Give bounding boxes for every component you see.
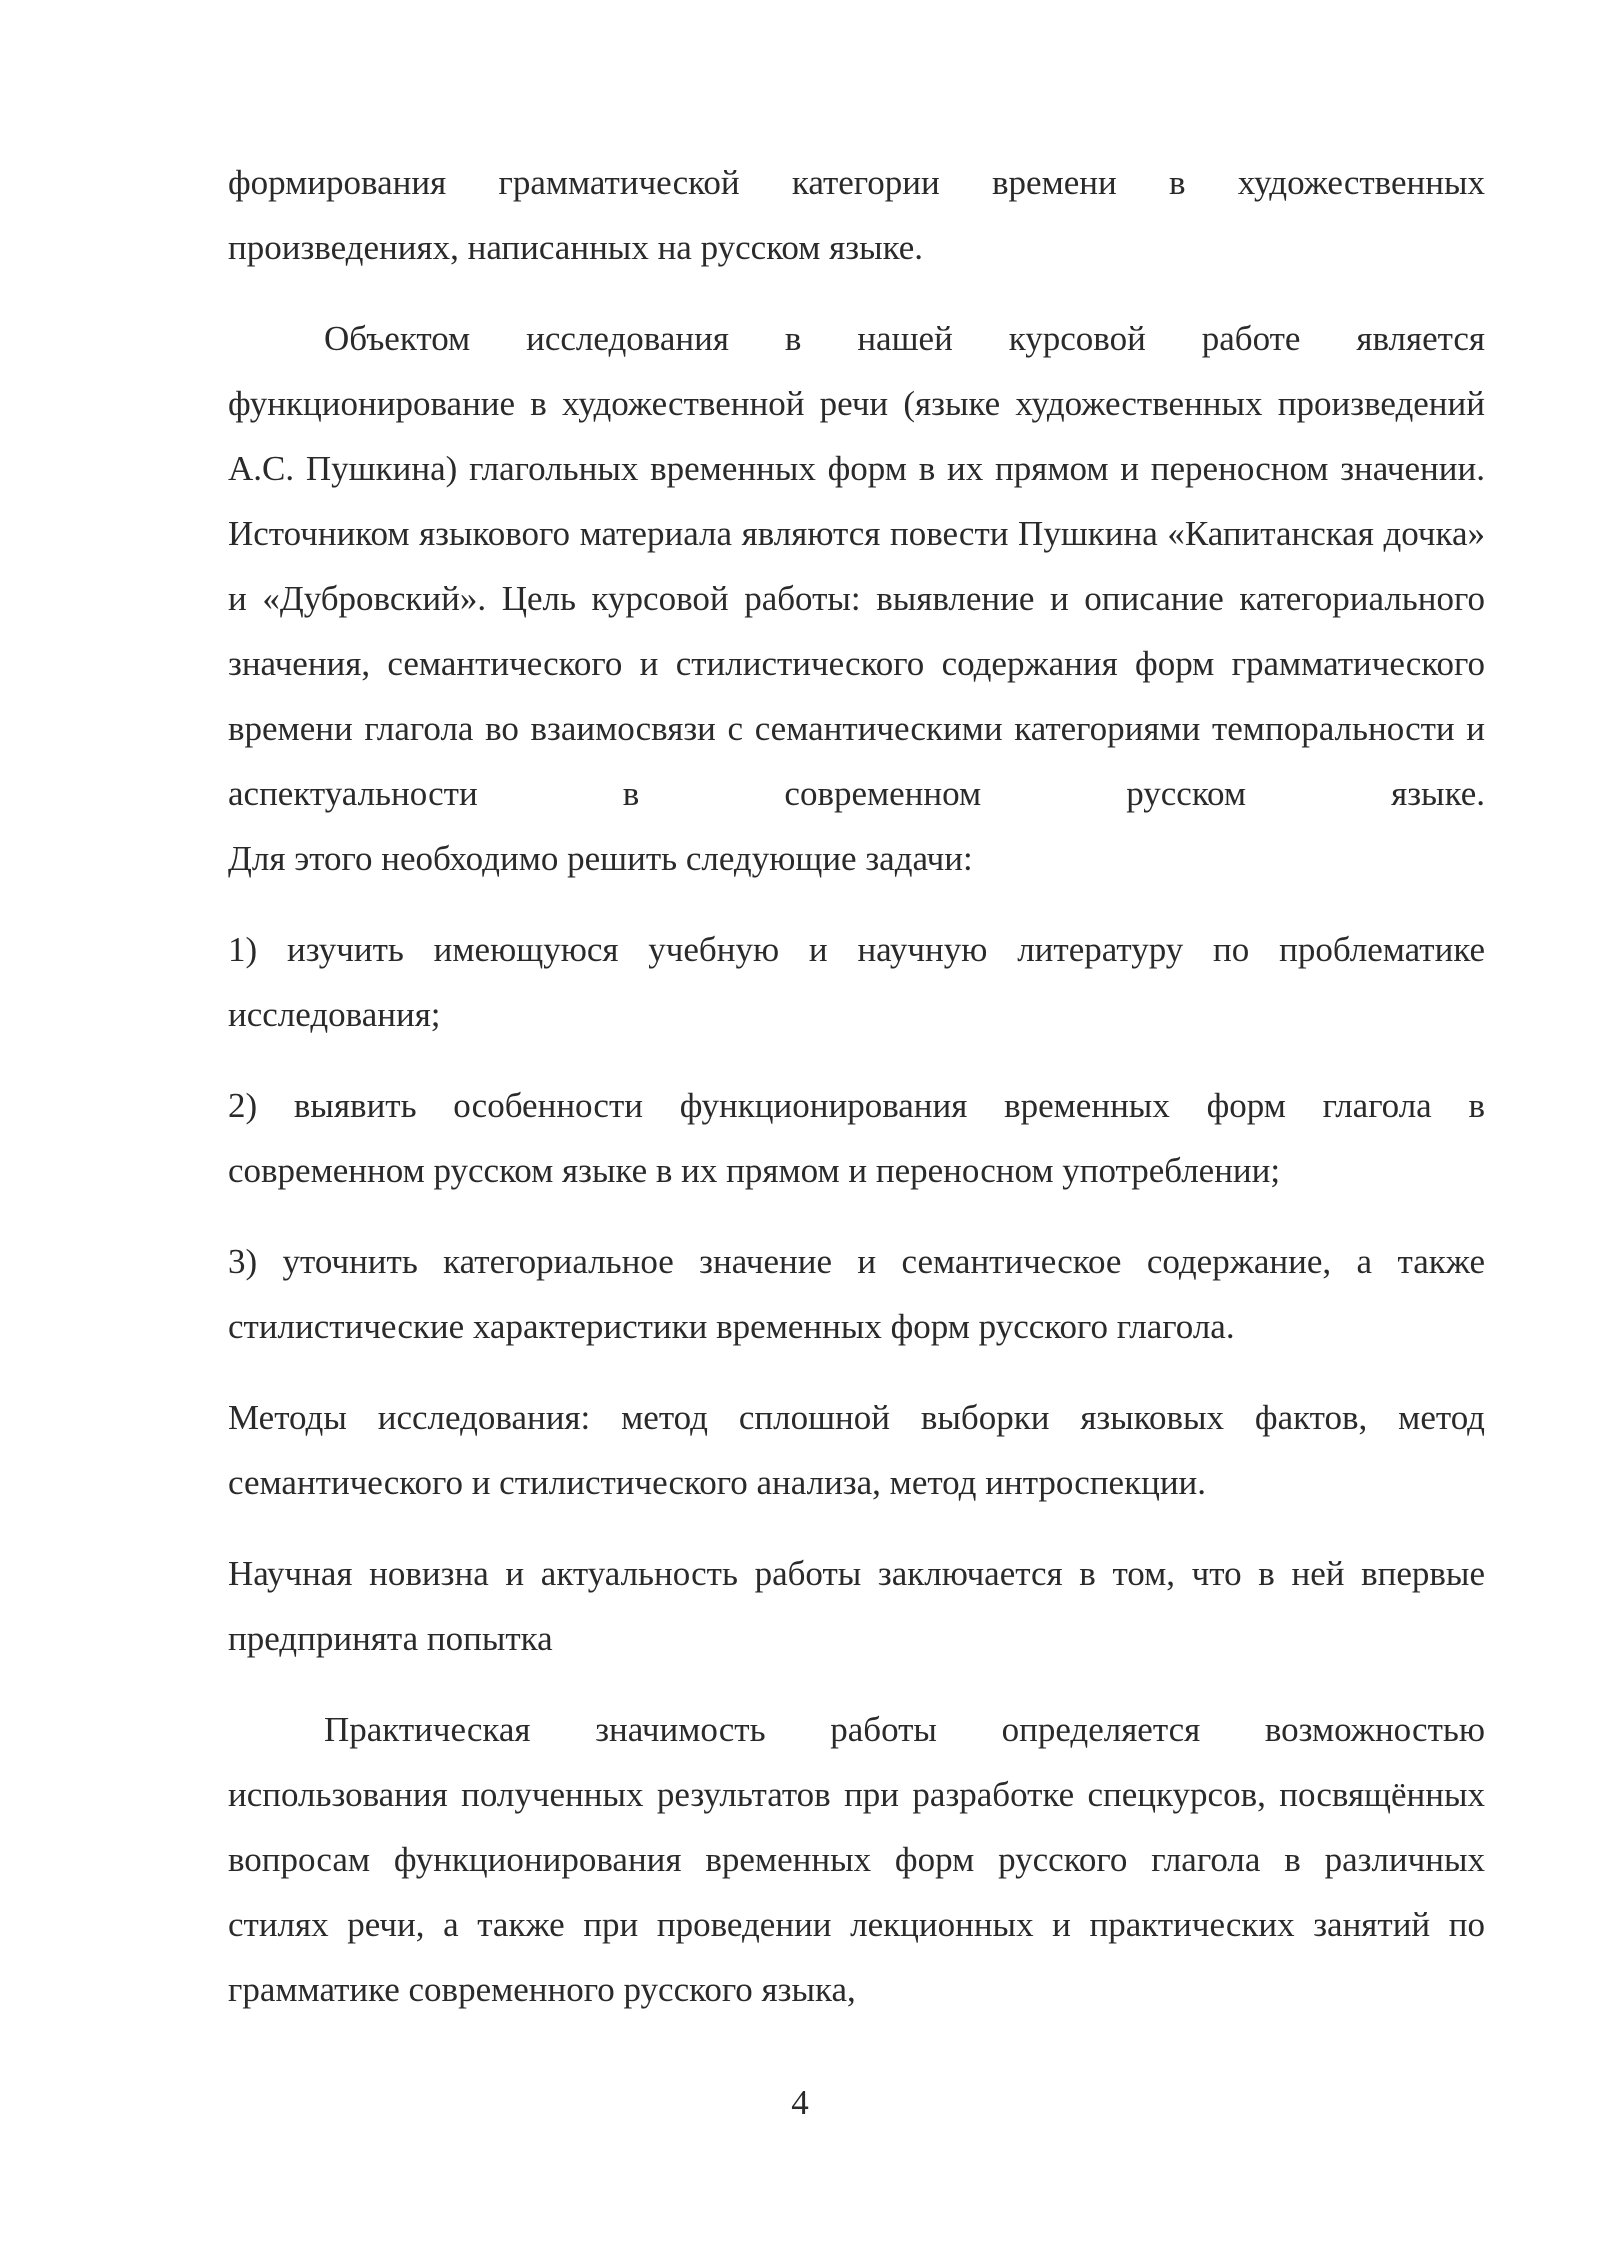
paragraph-task-2: 2) выявить особенности функционирования временных форм глагола в современном русском языке в их прямом и переносном употреблении; [228,1086,1485,1190]
document-body [228,150,1485,2048]
paragraph-tasks-intro: Для этого необходимо решить следующие задачи: [228,839,973,878]
paragraph-practical-significance: Практическая значимость работы определяется возможностью использования полученных результатов при разработке спецкурсов, посвящённых вопросам функционирования временных форм русского глагола в различных стилях речи, а также при проведении лекционных и практических занятий по грамматике современного русского языка, [228,1710,1485,2009]
paragraph-methods: Методы исследования: метод сплошной выборки языковых фактов, метод семантического и стилистического анализа, метод интроспекции. [228,1398,1485,1502]
page-number: 4 [791,2083,809,2122]
paragraph-task-1: 1) изучить имеющуюся учебную и научную литературу по проблематике исследования; [228,930,1485,1034]
paragraph-task-3: 3) уточнить категориальное значение и семантическое содержание, а также стилистические характеристики временных форм русского глагола. [228,1242,1485,1346]
paragraph-research-object: Объектом исследования в нашей курсовой работе является функционирование в художественной речи (языке художественных произведений А.С. Пушкина) глагольных временных форм в их прямом и переносном значении. Источником языкового материала являются повести Пушкина «Капитанская дочка» и «Дубровский». Цель курсовой работы: выявление и описание категориального значения, семантического и стилистического содержания форм грамматического времени глагола во взаимосвязи с семантическими категориями темпоральности и аспектуальности в современном русском языке. [228,319,1485,813]
paragraph-continuation: формирования грамматической категории времени в художественных произведениях, написанных на русском языке. [228,163,1485,267]
paragraph-novelty: Научная новизна и актуальность работы заключается в том, что в ней впервые предпринята попытка [228,1554,1485,1658]
